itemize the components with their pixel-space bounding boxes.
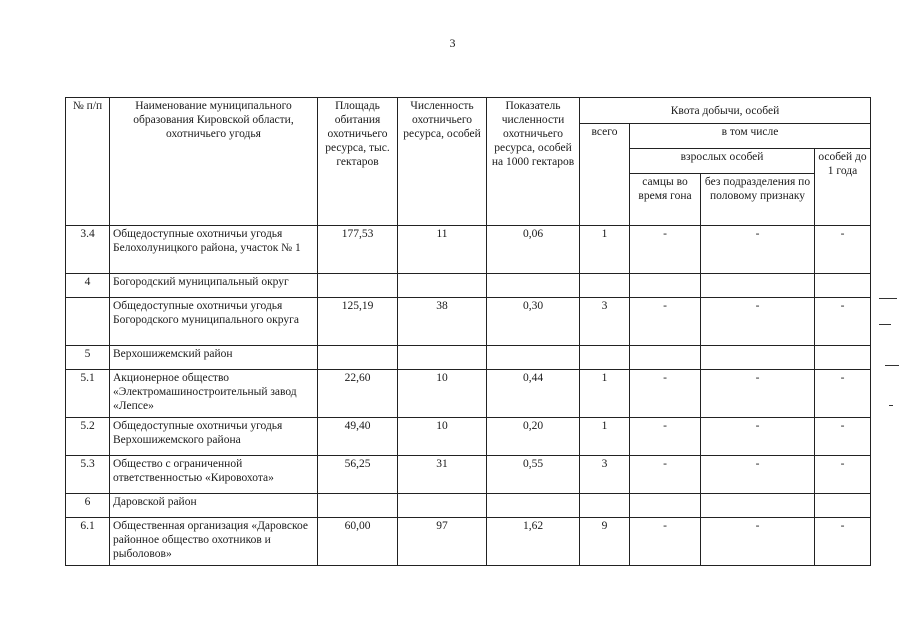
header-quota: Квота добычи, особей [580, 98, 871, 124]
row-name: Общество с ограниченной ответственностью «Кировохота» [110, 456, 318, 494]
row-young: - [815, 518, 871, 566]
row-area: 49,40 [318, 418, 398, 456]
row-name: Акционерное общество «Электромашиностроительный завод «Лепсе» [110, 370, 318, 418]
row-name: Общедоступные охотничьи угодья Верхошижемского района [110, 418, 318, 456]
scan-mark [879, 324, 891, 325]
scan-margin-marks [865, 0, 905, 640]
quota-table [65, 97, 871, 566]
row-count [398, 494, 487, 518]
row-count: 10 [398, 370, 487, 418]
row-count: 97 [398, 518, 487, 566]
row-total: 1 [580, 370, 630, 418]
row-nosex [701, 346, 815, 370]
row-count [398, 274, 487, 298]
row-density [487, 494, 580, 518]
row-total [580, 274, 630, 298]
row-area: 60,00 [318, 518, 398, 566]
row-nosex [701, 494, 815, 518]
row-males [630, 346, 701, 370]
row-count [398, 346, 487, 370]
row-name: Общественная организация «Даровское районное общество охотников и рыболовов» [110, 518, 318, 566]
row-density [487, 346, 580, 370]
row-total: 1 [580, 226, 630, 274]
row-total: 3 [580, 456, 630, 494]
table-row [66, 226, 871, 274]
row-name: Верхошижемский район [110, 346, 318, 370]
row-males [630, 494, 701, 518]
header-area: Площадь обитания охотничьего ресурса, тыс. гектаров [318, 98, 398, 226]
header-adults: взрослых особей [630, 149, 815, 174]
row-young: - [815, 298, 871, 346]
row-young [815, 274, 871, 298]
row-count: 31 [398, 456, 487, 494]
row-area: 22,60 [318, 370, 398, 418]
row-nosex: - [701, 298, 815, 346]
header-under-year: особей до 1 года [815, 149, 871, 226]
table-row [66, 298, 871, 346]
table-row [66, 518, 871, 566]
row-num [66, 298, 110, 346]
row-density: 1,62 [487, 518, 580, 566]
scan-mark [889, 405, 893, 406]
row-young [815, 494, 871, 518]
row-count: 10 [398, 418, 487, 456]
header-including: в том числе [630, 124, 871, 149]
row-name: Общедоступные охотничьи угодья Богородского муниципального округа [110, 298, 318, 346]
row-density [487, 274, 580, 298]
row-num: 4 [66, 274, 110, 298]
row-num: 6 [66, 494, 110, 518]
table-row [66, 494, 871, 518]
scan-mark [879, 298, 897, 299]
row-males: - [630, 226, 701, 274]
row-young: - [815, 418, 871, 456]
row-num: 5 [66, 346, 110, 370]
row-name: Даровской район [110, 494, 318, 518]
row-num: 6.1 [66, 518, 110, 566]
header-density: Показатель численности охотничьего ресурса, особей на 1000 гектаров [487, 98, 580, 226]
table-row [66, 370, 871, 418]
row-density: 0,55 [487, 456, 580, 494]
header-males-rut: самцы во время гона [630, 174, 701, 226]
row-total [580, 346, 630, 370]
header-num: № п/п [66, 98, 110, 226]
row-nosex: - [701, 518, 815, 566]
row-males: - [630, 418, 701, 456]
row-males [630, 274, 701, 298]
row-young: - [815, 370, 871, 418]
row-count: 11 [398, 226, 487, 274]
header-count: Численность охотничьего ресурса, особей [398, 98, 487, 226]
row-total: 3 [580, 298, 630, 346]
row-num: 5.1 [66, 370, 110, 418]
row-total [580, 494, 630, 518]
header-name: Наименование муниципального образования Кировской области, охотничьего угодья [110, 98, 318, 226]
row-total: 9 [580, 518, 630, 566]
row-num: 3.4 [66, 226, 110, 274]
table-row [66, 418, 871, 456]
row-young [815, 346, 871, 370]
row-density: 0,30 [487, 298, 580, 346]
row-density: 0,20 [487, 418, 580, 456]
row-density: 0,44 [487, 370, 580, 418]
row-nosex: - [701, 226, 815, 274]
row-total: 1 [580, 418, 630, 456]
table-row [66, 346, 871, 370]
row-area [318, 274, 398, 298]
row-young: - [815, 456, 871, 494]
row-density: 0,06 [487, 226, 580, 274]
row-nosex: - [701, 418, 815, 456]
row-area: 125,19 [318, 298, 398, 346]
row-males: - [630, 456, 701, 494]
row-name: Богородский муниципальный округ [110, 274, 318, 298]
row-males: - [630, 298, 701, 346]
header-total: всего [580, 124, 630, 226]
row-area: 56,25 [318, 456, 398, 494]
row-name: Общедоступные охотничьи угодья Белохолуницкого района, участок № 1 [110, 226, 318, 274]
scan-mark [885, 365, 899, 366]
row-count: 38 [398, 298, 487, 346]
row-num: 5.2 [66, 418, 110, 456]
row-area: 177,53 [318, 226, 398, 274]
table-row [66, 456, 871, 494]
row-num: 5.3 [66, 456, 110, 494]
row-males: - [630, 370, 701, 418]
row-nosex: - [701, 370, 815, 418]
row-nosex: - [701, 456, 815, 494]
header-no-sex: без подразделения по половому признаку [701, 174, 815, 226]
row-young: - [815, 226, 871, 274]
row-area [318, 494, 398, 518]
table-row [66, 274, 871, 298]
row-area [318, 346, 398, 370]
row-males: - [630, 518, 701, 566]
row-nosex [701, 274, 815, 298]
page-number: 3 [449, 36, 456, 50]
